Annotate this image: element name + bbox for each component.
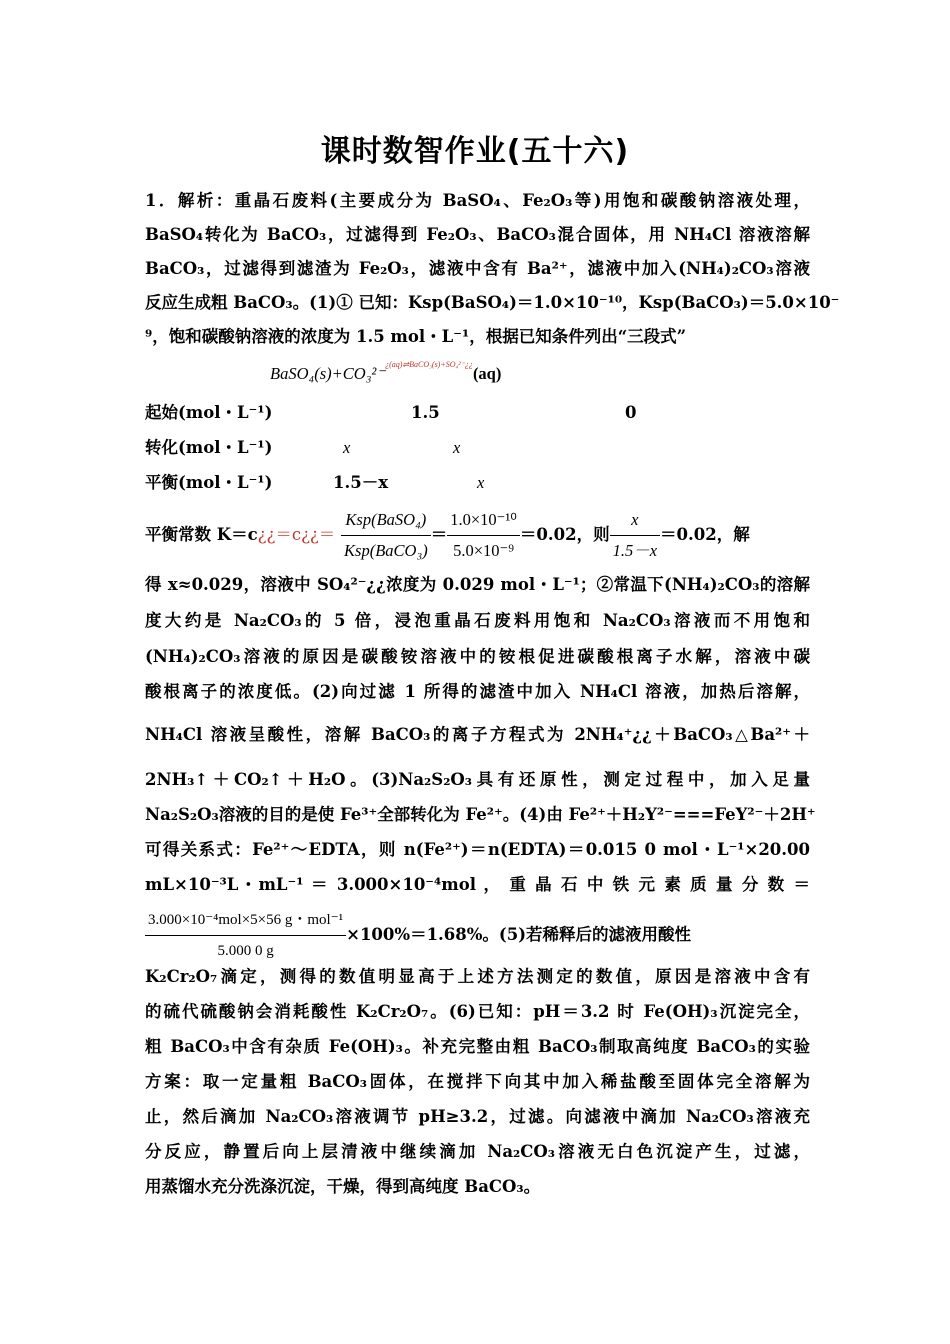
text-line: 度大约是 Na₂CO₃的 5 倍，浸泡重晶石废料用饱和 Na₂CO₃溶液而不用饱和	[145, 611, 810, 630]
row-value-a: 1.5	[411, 403, 440, 422]
table-row	[145, 468, 810, 498]
row-value-a: 1.5－x	[333, 473, 389, 492]
k-mid2: ¿¿＝	[301, 525, 336, 544]
text-line: 反应生成粗 BaCO₃。(1)① 已知：Ksp(BaSO₄)＝1.0×10⁻¹⁰，Ksp(BaCO₃)＝5.0×10⁻	[145, 293, 840, 312]
row-value-b: 0	[625, 403, 637, 422]
k-text1: ＝0.02，则	[519, 525, 610, 544]
row-value-b: x	[453, 438, 461, 457]
text-line: mL×10⁻³L・mL⁻¹ ＝ 3.000×10⁻⁴mol ， 重 晶 石 中 铁 元 素 质 量 分 数 ＝	[145, 875, 810, 894]
text-line: 止，然后滴加 Na₂CO₃溶液调节 pH≥3.2，过滤。向滤液中滴加 Na₂CO₃溶液充	[145, 1107, 810, 1126]
row-label: 起始(mol・L⁻¹)	[145, 403, 273, 422]
table-row	[145, 433, 810, 463]
text-line: 分反应，静置后向上层清液中继续滴加 Na₂CO₃溶液无白色沉淀产生，过滤，	[145, 1142, 810, 1161]
k-text2: ＝0.02，解	[660, 525, 750, 544]
text-line: 方案：取一定量粗 BaCO₃固体，在搅拌下向其中加入稀盐酸至固体完全溶解为	[145, 1072, 810, 1091]
equation-right: (aq)	[472, 364, 502, 383]
equilibrium-constant-line: 平衡常数 K＝c¿¿＝c¿¿＝ $\frac{\text{Ksp(BaSO₄)}}{\text{Ksp(BaCO₃)}}$ ＝ $\frac{\text{1.0×10⁻¹⁰}}{\text{5.0×10⁻⁹}}$ ＝0.02，则 $\frac{x}{1.5-x}$ ＝0.02，解	[145, 505, 750, 566]
mass-fraction-line	[145, 905, 691, 966]
text-line: 粗 BaCO₃中含有杂质 Fe(OH)₃。补充完整由粗 BaCO₃制取高纯度 BaCO₃的实验	[145, 1037, 810, 1056]
text-line: 酸根离子的浓度低。(2)向过滤 1 所得的滤渣中加入 NH₄Cl 溶液，加热后溶解，	[145, 682, 810, 701]
chemical-equation	[270, 360, 501, 384]
text-line: 可得关系式：Fe²⁺～EDTA，则 n(Fe²⁺)＝n(EDTA)＝0.015 0 mol・L⁻¹×20.00	[145, 840, 810, 859]
text-line: Na₂S₂O₃溶液的目的是使 Fe³⁺全部转化为 Fe²⁺。(4)由 Fe²⁺＋H₂Y²⁻===FeY²⁻＋2H⁺	[145, 805, 816, 824]
row-value-b: x	[477, 473, 485, 492]
table-row	[145, 398, 810, 428]
fraction-mass: $\frac{\text{3.000×10⁻⁴mol×5×56 g・mol⁻¹}}{5.000 0 g}$	[145, 905, 346, 966]
row-label: 平衡(mol・L⁻¹)	[145, 473, 273, 492]
k-prefix: 平衡常数 K＝c	[145, 525, 258, 544]
row-value-a: x	[343, 438, 351, 457]
text-line: 的硫代硫酸钠会消耗酸性 K₂Cr₂O₇。(6)已知：pH＝3.2 时 Fe(OH)₃沉淀完全，	[145, 1002, 810, 1021]
equation-left: BaSO₄(s)+CO₃²⁻	[270, 364, 386, 383]
text-line: K₂Cr₂O₇滴定，测得的数值明显高于上述方法测定的数值，原因是溶液中含有	[145, 967, 810, 986]
equation-small: ¿(aq)⇌BaCO₃(s)+SO₄²⁻¿¿	[385, 360, 473, 369]
fraction-values: $\frac{\text{1.0×10⁻¹⁰}}{\text{5.0×10⁻⁹}}$	[447, 505, 520, 566]
text-line: BaCO₃，过滤得到滤渣为 Fe₂O₃，滤液中含有 Ba²⁺，滤液中加入(NH₄)₂CO₃溶液	[145, 259, 810, 278]
mass-fraction-text: ×100%＝1.68%。(5)若稀释后的滤液用酸性	[346, 925, 692, 944]
text-line: BaSO₄转化为 BaCO₃，过滤得到 Fe₂O₃、BaCO₃混合固体，用 NH₄Cl 溶液溶解	[145, 225, 810, 244]
fraction-ksp: $\frac{\text{Ksp(BaSO₄)}}{\text{Ksp(BaCO₃)}}$	[341, 505, 431, 566]
text-line: 2NH₃↑＋CO₂↑＋H₂O。(3)Na₂S₂O₃具有还原性，测定过程中，加入足量	[145, 770, 810, 789]
page-title: 课时数智作业(五十六)	[320, 134, 630, 169]
text-line: NH₄Cl 溶液呈酸性，溶解 BaCO₃的离子方程式为 2NH₄⁺¿¿＋BaCO₃△Ba²⁺＋	[145, 725, 810, 744]
text-line: 用蒸馏水充分洗涤沉淀，干燥，得到高纯度 BaCO₃。	[145, 1177, 541, 1196]
text-line: 得 x≈0.029，溶液中 SO₄²⁻¿¿浓度为 0.029 mol・L⁻¹；②常温下(NH₄)₂CO₃的溶解	[145, 575, 810, 594]
row-label: 转化(mol・L⁻¹)	[145, 438, 273, 457]
fraction-x: $\frac{x}{1.5-x}$	[610, 505, 660, 566]
k-mid: ¿¿＝c	[257, 525, 302, 544]
text-line: (NH₄)₂CO₃溶液的原因是碳酸铵溶液中的铵根促进碳酸根离子水解，溶液中碳	[145, 647, 810, 666]
text-line: ⁹，饱和碳酸钠溶液的浓度为 1.5 mol・L⁻¹，根据已知条件列出“三段式”	[145, 327, 687, 346]
text-line: 1．解析：重晶石废料(主要成分为 BaSO₄、Fe₂O₃等)用饱和碳酸钠溶液处理，	[145, 191, 810, 210]
